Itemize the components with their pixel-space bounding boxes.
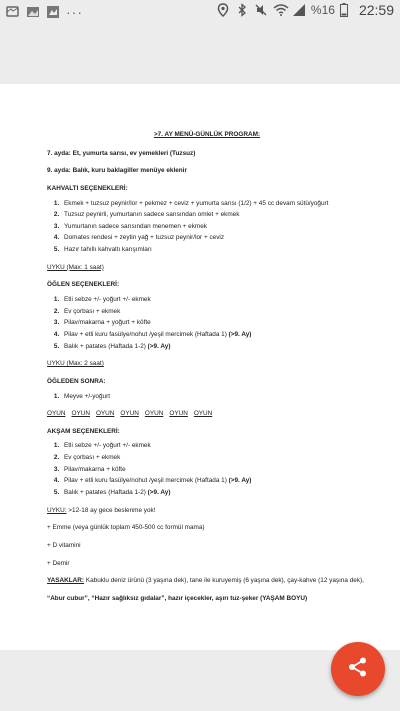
share-icon xyxy=(347,656,369,683)
breakfast-list xyxy=(61,200,367,255)
forbidden-note: YASAKLAR: Kabuklu deniz ürünü (3 yaşına dek), tane ile kuruyemiş (6 yaşına dek), çay-kahve (12 yaşına dek), xyxy=(47,577,364,585)
play-label: OYUN xyxy=(47,410,66,418)
list-item: 5. Balık + patates (Haftada 1-2) (>9. Ay) xyxy=(61,343,367,352)
sleep-note-1: UYKU (Max: 1 saat) xyxy=(47,263,104,271)
list-item: 5. Hazır tahıllı kahvaltı karışımları xyxy=(61,246,367,255)
extra-vitamin-d: + D vitamini xyxy=(47,541,81,549)
gallery-icon xyxy=(26,5,40,19)
mute-icon xyxy=(254,3,268,17)
share-button[interactable] xyxy=(331,642,385,696)
list-item: 1. Etli sebze +/- yoğurt +/- ekmek xyxy=(61,442,367,451)
extra-iron: + Demir xyxy=(47,559,70,567)
list-item: 3. Pilav/makarna + köfte xyxy=(61,466,367,475)
list-item: 4. Domates rendesi + zeytin yağ + tuzsuz peynir/lor + ceviz xyxy=(61,234,367,243)
list-item: 2. Ev çorbası + ekmek xyxy=(61,308,367,317)
document-page xyxy=(0,84,400,650)
location-icon xyxy=(216,3,230,17)
dinner-header: AKŞAM SEÇENEKLERİ: xyxy=(47,427,120,435)
play-label: OYUN xyxy=(95,410,115,418)
top-toolbar-area xyxy=(0,24,400,84)
bluetooth-icon xyxy=(235,3,249,17)
play-label: OYUN xyxy=(120,410,139,418)
note-7-month: 7. ayda: Et, yumurta sarısı, ev yemekleri (Tuzsuz) xyxy=(47,149,196,157)
play-label: OYUN xyxy=(193,410,213,418)
list-item: 4. Pilav + etli kuru fasülye/nohut /yeşil mercimek (Haftada 1) (>9. Ay) xyxy=(61,477,367,486)
play-row xyxy=(47,410,367,419)
play-label: OYUN xyxy=(144,410,164,418)
more-dots-icon: ··· xyxy=(66,4,83,20)
night-sleep-note: UYKU: >12-18 ay gece beslenme yok! xyxy=(47,506,156,514)
play-label: OYUN xyxy=(169,410,188,418)
list-item: 5. Balık + patates (Haftada 1-2) (>9. Ay) xyxy=(61,489,367,498)
list-item: 1. Ekmek + tuzsuz peynir/lor + pekmez + ceviz + yumurta sarısı (1/2) + 45 cc devam sütü/yoğurt xyxy=(61,200,367,209)
sleep-note-2: UYKU (Max: 2 saat) xyxy=(47,360,104,368)
wifi-icon xyxy=(273,3,287,17)
lunch-header: ÖĞLEN SEÇENEKLERİ: xyxy=(47,281,120,289)
list-item: 2. Ev çorbası + ekmek xyxy=(61,454,367,463)
photos-icon xyxy=(46,5,60,19)
clock: 22:59 xyxy=(358,2,394,18)
note-9-month: 9. ayda: Balık, kuru baklagiller menüye eklenir xyxy=(47,167,187,175)
battery-percent: %16 xyxy=(310,3,335,17)
document-title: >7. AY MENÜ-GÜNLÜK PROGRAM: xyxy=(153,131,261,138)
list-item: 1. Etli sebze +/- yoğurt +/- ekmek xyxy=(61,296,367,305)
list-item: 1. Meyve +/-yoğurt xyxy=(61,393,367,402)
list-item: 4. Pilav + etli kuru fasülye/nohut /yeşil mercimek (Haftada 1) (>9. Ay) xyxy=(61,331,367,340)
breakfast-header: KAHVALTI SEÇENEKLERİ: xyxy=(47,184,128,192)
list-item: 3. Yumurtanın sadece sarısından menemen + ekmek xyxy=(61,223,367,232)
play-label: OYUN xyxy=(71,410,90,418)
lunch-list xyxy=(61,296,367,351)
dinner-list xyxy=(61,442,367,497)
afternoon-list xyxy=(61,393,367,402)
signal-icon xyxy=(292,3,306,17)
notification-icon xyxy=(6,5,20,19)
afternoon-header: ÖĞLEDEN SONRA: xyxy=(47,377,106,385)
status-bar xyxy=(0,0,400,24)
document-content xyxy=(47,131,367,613)
extra-formula: + Emme (veya günlük toplam 450-500 cc formül mama) xyxy=(47,524,205,532)
list-item: 2. Tuzsuz peynirli, yumurtanın sadece sarısından omlet + ekmek xyxy=(61,211,367,220)
list-item: 3. Pilav/makarna + yoğurt + köfte xyxy=(61,319,367,328)
battery-icon xyxy=(340,3,354,17)
lifetime-note: “Abur cubur”, “Hazır sağlıksız gıdalar”, hazır içecekler, aşırı tuz-şeker (YAŞAM BOYU) xyxy=(47,594,308,602)
